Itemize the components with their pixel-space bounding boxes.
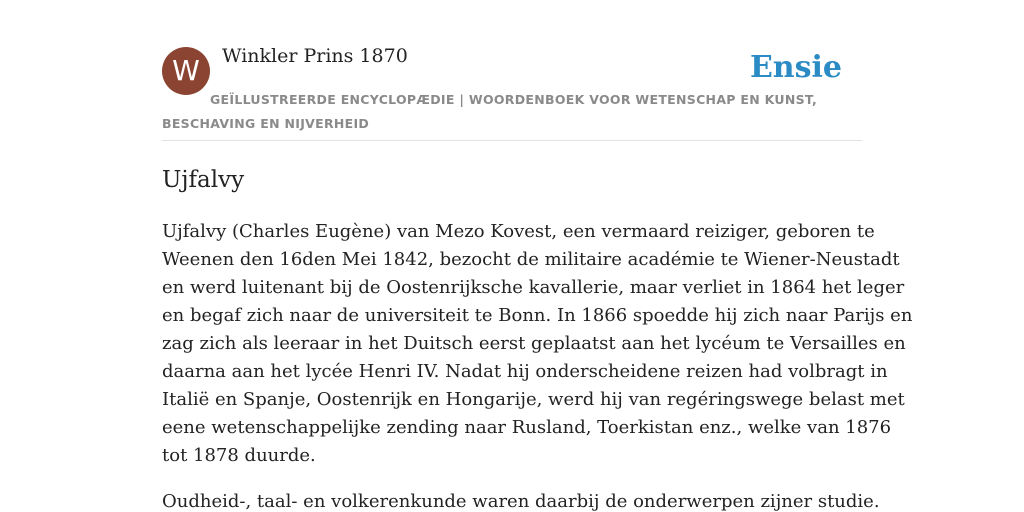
entry-header — [162, 0, 862, 141]
paragraph-line: en werd luitenant bij de Oostenrijksche kavallerie, maar verliet in 1864 het leger — [162, 277, 905, 298]
source-subtitle-line-2: BESCHAVING EN NIJVERHEID — [162, 116, 370, 131]
paragraph-line: eene wetenschappelijke zending naar Rusland, Toerkistan enz., welke van 1876 — [162, 417, 892, 438]
article-title: Ujfalvy — [162, 167, 245, 193]
paragraph-line: Italië en Spanje, Oostenrijk en Hongarije, werd hij van regéringswege belast met — [162, 389, 905, 410]
content-column — [162, 0, 913, 512]
paragraph-line: tot 1878 duurde. — [162, 445, 316, 466]
paragraph-line: Oudheid-, taal- en volkerenkunde waren daarbij de onderwerpen zijner studie. — [162, 491, 880, 512]
paragraph-line: zag zich als leeraar in het Duitsch eerst geplaatst aan het lycéum te Versailles en — [162, 333, 906, 354]
paragraph-line: daarna aan het lycée Henri IV. Nadat hij onderscheidene reizen had volbragt in — [162, 361, 888, 382]
article-paragraph-1 — [162, 218, 913, 470]
source-subtitle-line-1: GEÏLLUSTREERDE ENCYCLOPÆDIE | WOORDENBOEK VOOR WETENSCHAP EN KUNST, — [210, 92, 818, 107]
ensie-logo-link[interactable]: Ensie — [749, 50, 842, 85]
paragraph-line: Weenen den 16den Mei 1842, bezocht de militaire académie te Wiener-Neustadt — [162, 249, 900, 270]
paragraph-line: en begaf zich naar de universiteit te Bonn. In 1866 spoedde hij zich naar Parijs en — [162, 305, 913, 326]
paragraph-line: Ujfalvy (Charles Eugène) van Mezo Kovest, een vermaard reiziger, geboren te — [162, 221, 875, 242]
article-paragraph-2 — [162, 488, 880, 512]
source-title-link[interactable]: Winkler Prins 1870 — [222, 45, 408, 67]
source-avatar[interactable]: W — [162, 47, 210, 95]
source-subtitle — [162, 88, 818, 136]
